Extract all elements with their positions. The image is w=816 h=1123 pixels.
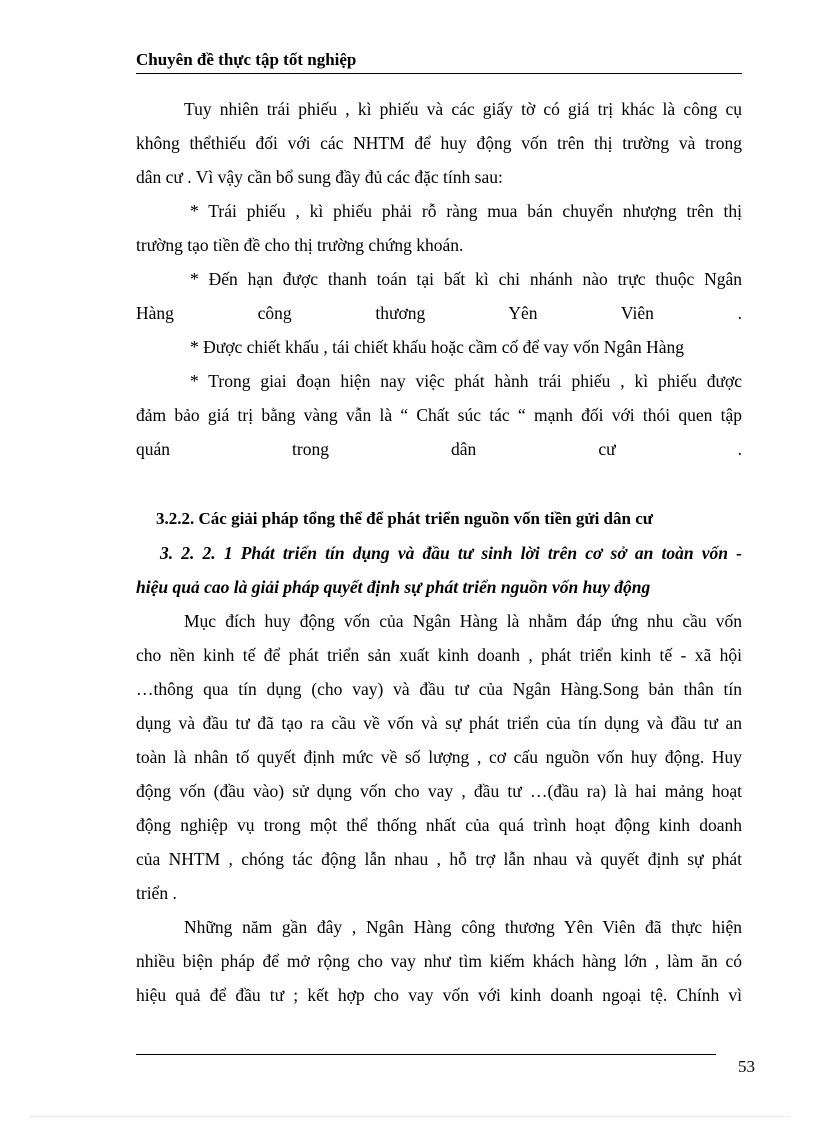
paragraph-line: động vốn (đầu vào) sử dụng vốn cho vay , đầu tư …(đầu ra) là hai mảng hoạt [136,781,742,801]
paragraph-line: * Được chiết khấu , tái chiết khấu hoặc cầm cố để vay vốn Ngân Hàng [190,337,684,357]
footer-divider [136,1054,716,1055]
body-section-1 [136,92,742,466]
paragraph-line: Tuy nhiên trái phiếu , kì phiếu và các giấy tờ có giá trị khác là công cụ [184,99,742,119]
paragraph-line: Những năm gần đây , Ngân Hàng công thương Yên Viên đã thực hiện [184,917,742,937]
paragraph-line: trường tạo tiền đề cho thị trường chứng khoán. [136,235,464,255]
paragraph-line: không thểthiếu đối với các NHTM để huy động vốn trên thị trường và trong [136,133,742,153]
paragraph-line: * Trái phiếu , kì phiếu phải rỗ ràng mua bán chuyển nhượng trên thị [190,201,742,221]
section-heading: 3.2.2. Các giải pháp tổng thể để phát triển nguồn vốn tiền gửi dân cư [156,509,653,528]
paragraph-line: nhiều biện pháp để mở rộng cho vay như tìm kiếm khách hàng lớn , làm ăn có [136,951,742,971]
paragraph-line: * Trong giai đoạn hiện nay việc phát hành trái phiếu , kì phiếu được [190,371,742,391]
paragraph-line: toàn là nhân tố quyết định mức về số lượng , cơ cấu nguồn vốn huy động. Huy [136,747,742,767]
paragraph-line: hiệu quả để đầu tư ; kết hợp cho vay vốn với kinh doanh ngoại tệ. Chính vì [136,985,742,1005]
paragraph-line: Mục đích huy động vốn của Ngân Hàng là nhằm đáp ứng nhu cầu vốn [184,611,742,631]
paragraph-line: Hàng công thương Yên Viên . [136,303,742,323]
paragraph-line: đảm bảo giá trị bằng vàng vẫn là “ Chất súc tác “ mạnh đối với thói quen tập [136,405,742,425]
subsection-heading: hiệu quả cao là giải pháp quyết định sự phát triển nguồn vốn huy động [136,577,651,597]
subsection-heading: 3. 2. 2. 1 Phát triển tín dụng và đầu tư sinh lời trên cơ sở an toàn vốn - [160,543,742,563]
paragraph-line: dụng và đầu tư đã tạo ra cầu về vốn và sự phát triển của tín dụng và đầu tư an [136,713,742,733]
page-number: 53 [738,1057,755,1076]
page-edge-divider [30,1116,790,1117]
page-header: Chuyên đề thực tập tốt nghiệp [136,48,742,74]
paragraph-line: cho nền kinh tế để phát triển sản xuất kinh doanh , phát triển kinh tế - xã hội [136,645,742,665]
body-section-2 [136,502,742,1012]
paragraph-line: …thông qua tín dụng (cho vay) và đầu tư của Ngân Hàng.Song bản thân tín [136,679,742,699]
paragraph-line: của NHTM , chóng tác động lẫn nhau , hỗ trợ lẫn nhau và quyết định sự phát [136,849,742,869]
paragraph-line: triển . [136,883,177,903]
paragraph-line: dân cư . Vì vậy cần bổ sung đầy đủ các đặc tính sau: [136,167,503,187]
paragraph-line: động nghiệp vụ trong một thể thống nhất của quá trình hoạt động kinh doanh [136,815,742,835]
paragraph-line: * Đến hạn được thanh toán tại bất kì chi nhánh nào trực thuộc Ngân [190,269,742,289]
paragraph-line: quán trong dân cư . [136,439,742,459]
